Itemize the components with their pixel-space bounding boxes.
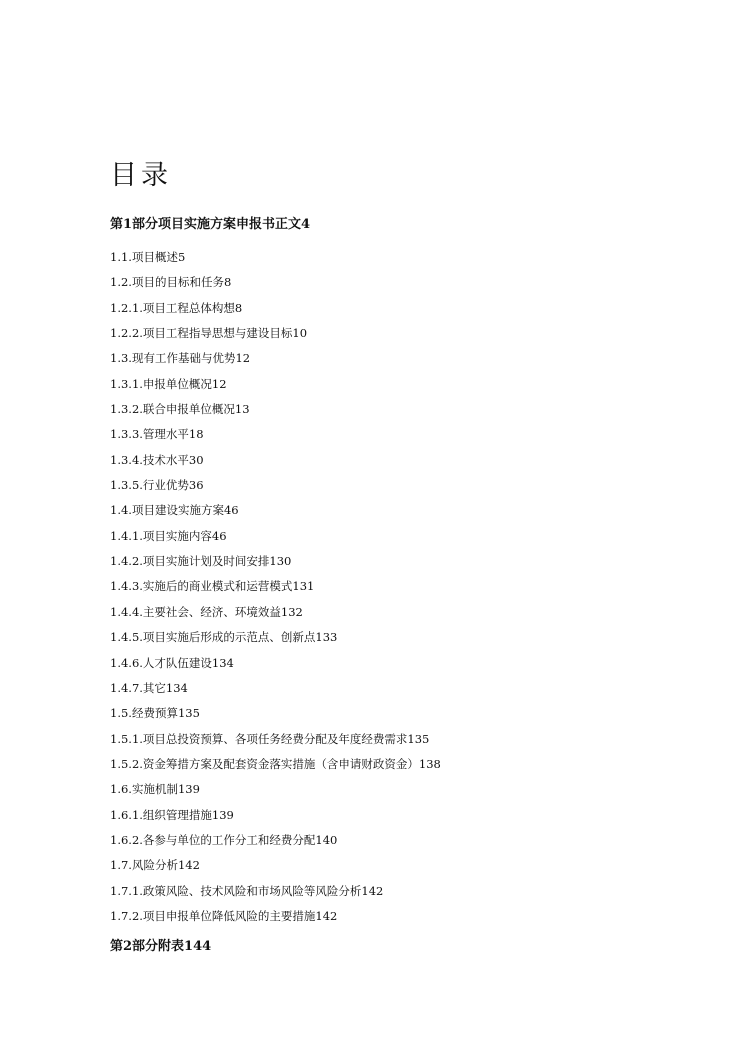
toc-entry[interactable]: 1.6.2.各参与单位的工作分工和经费分配140 (110, 832, 338, 847)
toc-entry[interactable]: 1.3.1.申报单位概况12 (110, 376, 227, 391)
toc-entry[interactable]: 1.1.项目概述5 (110, 250, 186, 264)
toc-entry[interactable]: 1.2.2.项目工程指导思想与建设目标10 (110, 326, 308, 341)
toc-entry[interactable]: 1.7.风险分析142 (110, 858, 200, 873)
toc-entry[interactable]: 1.2.项目的目标和任务8 (110, 275, 232, 290)
toc-entry[interactable]: 1.5.2.资金筹措方案及配套资金落实措施（含申请财政资金）138 (110, 756, 441, 771)
toc-entry[interactable]: 1.4.5.项目实施后形成的示范点、创新点133 (110, 630, 338, 645)
toc-entry[interactable]: 1.4.3.实施后的商业模式和运营模式131 (110, 579, 315, 594)
toc-entry[interactable]: 1.4.1.项目实施内容46 (110, 528, 227, 543)
toc-entry[interactable]: 1.3.3.管理水平18 (110, 427, 204, 442)
toc-entry[interactable]: 1.4.7.其它134 (110, 680, 188, 695)
toc-entry[interactable]: 1.7.1.政策风险、技术风险和市场风险等风险分析142 (110, 883, 384, 898)
toc-entry[interactable]: 1.3.2.联合申报单位概况13 (110, 402, 250, 417)
toc-entry[interactable]: 1.6.1.组织管理措施139 (110, 807, 234, 822)
toc-entry[interactable]: 1.2.1.项目工程总体构想8 (110, 300, 243, 315)
toc-entry[interactable]: 1.3.5.行业优势36 (110, 478, 204, 493)
toc-entry[interactable]: 1.3.4.技术水平30 (110, 452, 204, 467)
toc-entry[interactable]: 1.7.2.项目申报单位降低风险的主要措施142 (110, 908, 338, 923)
toc-entry[interactable]: 1.4.6.人才队伍建设134 (110, 655, 234, 670)
toc-part-1-heading[interactable]: 第1部分项目实施方案申报书正文4 (110, 217, 311, 232)
toc-entry[interactable]: 1.3.现有工作基础与优势12 (110, 351, 251, 366)
toc-entry[interactable]: 1.4.2.项目实施计划及时间安排130 (110, 554, 292, 569)
toc-entry[interactable]: 1.5.经费预算135 (110, 706, 200, 721)
toc-entry[interactable]: 1.4.项目建设实施方案46 (110, 503, 239, 518)
toc-title: 目录 (110, 160, 172, 191)
toc-entry-list (110, 248, 441, 932)
toc-part-2-heading[interactable]: 第2部分附表144 (110, 939, 212, 954)
toc-entry[interactable]: 1.4.4.主要社会、经济、环境效益132 (110, 604, 303, 619)
toc-entry[interactable]: 1.6.实施机制139 (110, 782, 200, 797)
toc-entry[interactable]: 1.5.1.项目总投资预算、各项任务经费分配及年度经费需求135 (110, 731, 430, 746)
